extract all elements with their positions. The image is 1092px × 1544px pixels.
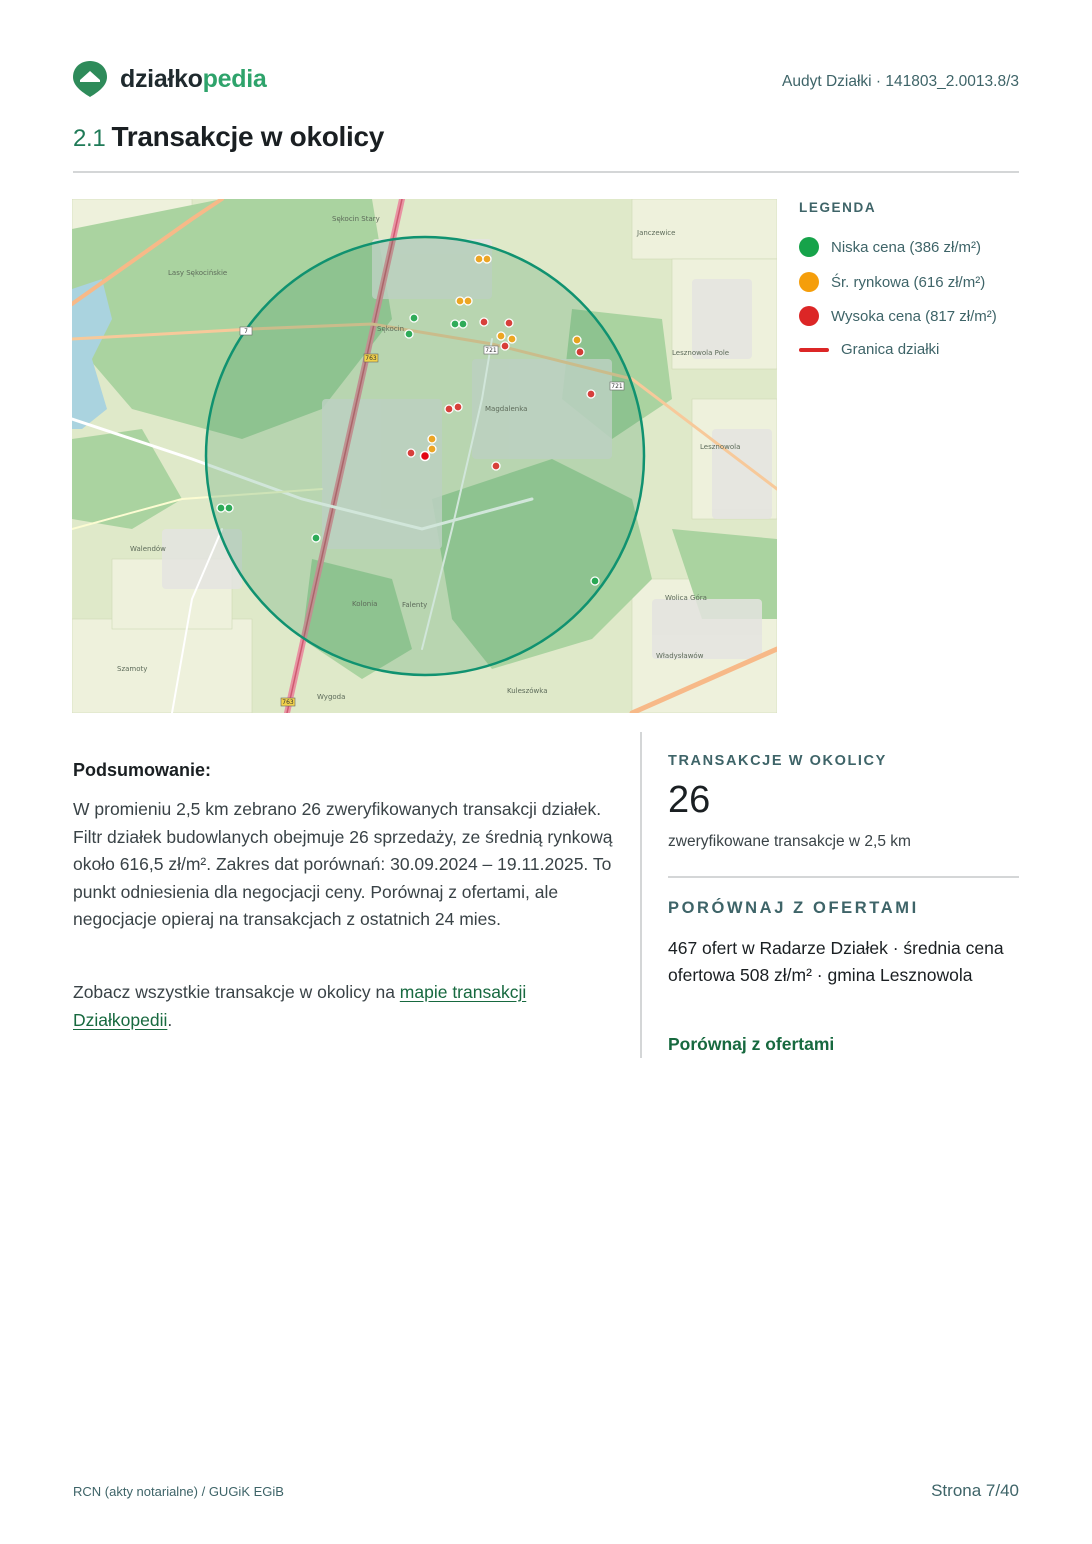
map-pin-logo-icon [72, 60, 108, 98]
place-label: Magdalenka [485, 405, 528, 413]
column-divider [640, 732, 642, 1058]
summary-title: Podsumowanie: [73, 760, 212, 780]
transaction-marker-green[interactable] [225, 504, 233, 512]
transaction-marker-red[interactable] [505, 319, 513, 327]
place-label: Janczewice [637, 229, 676, 237]
green-dot-icon [799, 237, 819, 257]
compare-kicker: PORÓWNAJ Z OFERTAMI [668, 899, 919, 917]
transaction-marker-green[interactable] [312, 534, 320, 542]
compare-offers-link[interactable]: Porównaj z ofertami [668, 1034, 835, 1054]
road-number: 721 [485, 347, 497, 354]
orange-dot-icon [799, 272, 819, 292]
legend-item-low [799, 237, 981, 257]
brand-name [120, 65, 266, 94]
transaction-count: 26 [668, 779, 711, 821]
transaction-marker-red[interactable] [501, 342, 509, 350]
transaction-marker-orange[interactable] [428, 435, 436, 443]
transaction-marker-red[interactable] [480, 318, 488, 326]
section-title [73, 121, 384, 153]
transaction-marker-orange[interactable] [464, 297, 472, 305]
section-number: 2.1 [73, 125, 106, 152]
brand-logo[interactable] [72, 60, 266, 98]
footer-source: RCN (akty notarialne) / GUGiK EGiB [73, 1484, 284, 1499]
transaction-marker-orange[interactable] [428, 445, 436, 453]
transaction-marker-orange[interactable] [456, 297, 464, 305]
transactions-map[interactable] [72, 199, 777, 713]
transaction-marker-green[interactable] [217, 504, 225, 512]
transaction-marker-red[interactable] [492, 462, 500, 470]
legend-item-average [799, 272, 985, 292]
legend-label: Wysoka cena (817 zł/m²) [831, 307, 997, 325]
transactions-map-link[interactable]: mapie transakcji Działkopedii [73, 982, 527, 1030]
place-label: Wygoda [317, 693, 346, 701]
brand-name-part1: działko [120, 64, 203, 93]
link-suffix: . [167, 1010, 173, 1030]
place-label: Lasy Sękocińskie [168, 269, 228, 277]
place-label: Falenty [402, 601, 428, 609]
red-line-icon [799, 348, 829, 352]
place-label: Władysławów [656, 652, 704, 660]
link-prefix: Zobacz wszystkie transakcje w okolicy na [73, 982, 400, 1002]
transaction-marker-red[interactable] [407, 449, 415, 457]
brand-name-part2: pedia [202, 64, 267, 93]
legend-label: Granica działki [841, 341, 940, 358]
header-divider [73, 171, 1019, 173]
stats-divider [668, 876, 1019, 878]
transaction-marker-green[interactable] [451, 320, 459, 328]
place-label: Wolica Góra [665, 594, 707, 602]
stats-kicker: TRANSAKCJE W OKOLICY [668, 753, 887, 769]
offers-summary: 467 ofert w Radarze Działek · średnia cena ofertowa 508 zł/m² · gmina Lesznowola [668, 938, 1004, 985]
legend-item-boundary [799, 341, 939, 358]
summary-link-paragraph [73, 978, 623, 1034]
road-number: 7 [244, 328, 248, 335]
place-label: Walendów [130, 545, 166, 553]
legend-title: LEGENDA [799, 200, 877, 215]
transaction-marker-red[interactable] [576, 348, 584, 356]
page-number: Strona 7/40 [931, 1481, 1019, 1500]
transaction-marker-green[interactable] [410, 314, 418, 322]
transaction-marker-orange[interactable] [508, 335, 516, 343]
transaction-marker-red[interactable] [454, 403, 462, 411]
legend-item-high [799, 306, 997, 326]
map-legend [799, 200, 1029, 358]
place-label: Kolonia [352, 600, 378, 608]
red-dot-icon [799, 306, 819, 326]
legend-label: Śr. rynkowa (616 zł/m²) [831, 273, 986, 291]
place-label: Lesznowola [700, 443, 741, 451]
map-canvas [72, 199, 777, 713]
transaction-marker-red[interactable] [587, 390, 595, 398]
place-label: Sękocin [377, 325, 405, 333]
transaction-marker-orange[interactable] [573, 336, 581, 344]
legend-label: Niska cena (386 zł/m²) [831, 238, 982, 256]
transaction-marker-green[interactable] [459, 320, 467, 328]
document-id: Audyt Działki · 141803_2.0013.8/3 [782, 73, 1019, 90]
stats-subtitle: zweryfikowane transakcje w 2,5 km [668, 833, 911, 850]
transaction-marker-orange[interactable] [497, 332, 505, 340]
place-label: Kuleszówka [507, 687, 548, 695]
summary-text: W promieniu 2,5 km zebrano 26 zweryfikowanych transakcji działek. Filtr działek budowlanych obejmuje 26 sprzedaży, ze średnią rynkową około 616,5 zł/m². Zakres dat porównań: 30.09.2024 – 19.11.2025. To punkt odniesienia dla negocjacji ceny. Porównaj z ofertami, ale negocjacje opieraj na transakcjach z ostatnich 24 mies. [73, 799, 613, 930]
transaction-marker-green[interactable] [405, 330, 413, 338]
parcel-location-marker[interactable] [421, 452, 430, 461]
transaction-marker-red[interactable] [445, 405, 453, 413]
section-title-text: Transakcje w okolicy [111, 121, 385, 152]
transaction-marker-green[interactable] [591, 577, 599, 585]
place-label: Szamoty [117, 665, 148, 673]
transaction-marker-orange[interactable] [475, 255, 483, 263]
road-number: 763 [282, 699, 294, 706]
road-number: 721 [611, 383, 623, 390]
place-label: Sękocin Stary [332, 215, 380, 223]
place-label: Lesznowola Pole [672, 349, 730, 357]
transaction-marker-orange[interactable] [483, 255, 491, 263]
road-number: 763 [365, 355, 377, 362]
